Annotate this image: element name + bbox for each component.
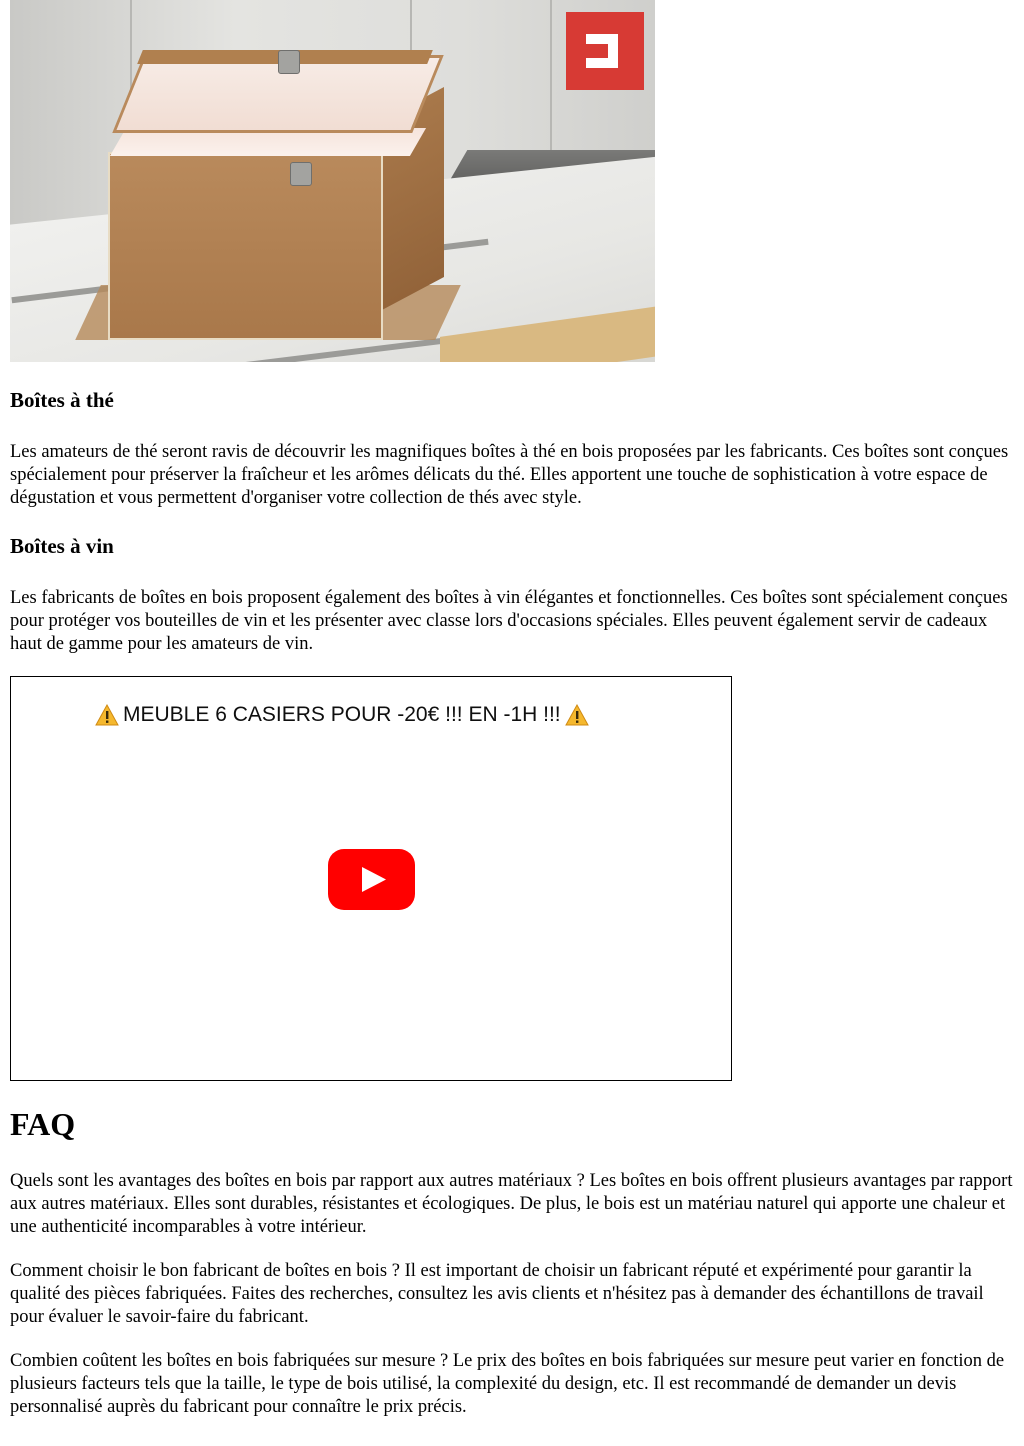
video-title-text: MEUBLE 6 CASIERS POUR -20€ !!! EN -1H !!! [123,703,561,726]
warning-icon [565,704,589,726]
section-heading-wine: Boîtes à vin [10,534,114,558]
video-title[interactable] [95,703,589,727]
section-text-tea: Les amateurs de thé seront ravis de découvrir les magnifiques boîtes à thé en bois proposées par les fabricants. Ces boîtes sont conçues spécialement pour préserver la fraîcheur et les arômes délicats du thé. Elles apportent une touche de sophistication à votre espace de dégustation et vous permettent d'organiser votre collection de thés avec style. [10,442,1009,508]
section-heading-tea: Boîtes à thé [10,388,114,412]
faq-heading: FAQ [10,1106,76,1142]
faq-item: Quels sont les avantages des boîtes en bois par rapport aux autres matériaux ? Les boîtes en bois offrent plusieurs avantages par rapport aux autres matériaux. Elles sont durables, résistantes et écologiques. De plus, le bois est un matériau naturel qui apporte une chaleur et une authenticité incomparables à votre intérieur. [10,1171,1013,1237]
warning-icon [95,704,119,726]
brand-logo [566,12,644,90]
article-content [10,0,1014,1417]
video-embed[interactable] [10,676,732,1081]
section-text-wine: Les fabricants de boîtes en bois proposent également des boîtes à vin élégantes et fonctionnelles. Ces boîtes sont spécialement conçues pour protéger vos bouteilles de vin et les présenter avec classe lors d'occasions spéciales. Elles peuvent également servir de cadeaux haut de gamme pour les amateurs de vin. [10,588,1008,654]
faq-item: Comment choisir le bon fabricant de boîtes en bois ? Il est important de choisir un fabricant réputé et expérimenté pour garantir la qualité des pièces fabriquées. Faites des recherches, consultez les avis clients et n'hésitez pas à demander des échantillons de travail pour évaluer le savoir-faire du fabricant. [10,1261,984,1327]
wooden-box-photo [10,0,655,362]
youtube-play-icon[interactable] [328,849,415,910]
faq-item: Combien coûtent les boîtes en bois fabriquées sur mesure ? Le prix des boîtes en bois fabriquées sur mesure peut varier en fonction de plusieurs facteurs tels que la taille, le type de bois utilisé, la complexité du design, etc. Il est recommandé de demander un devis personnalisé auprès du fabricant pour connaître le prix précis. [10,1351,1005,1417]
